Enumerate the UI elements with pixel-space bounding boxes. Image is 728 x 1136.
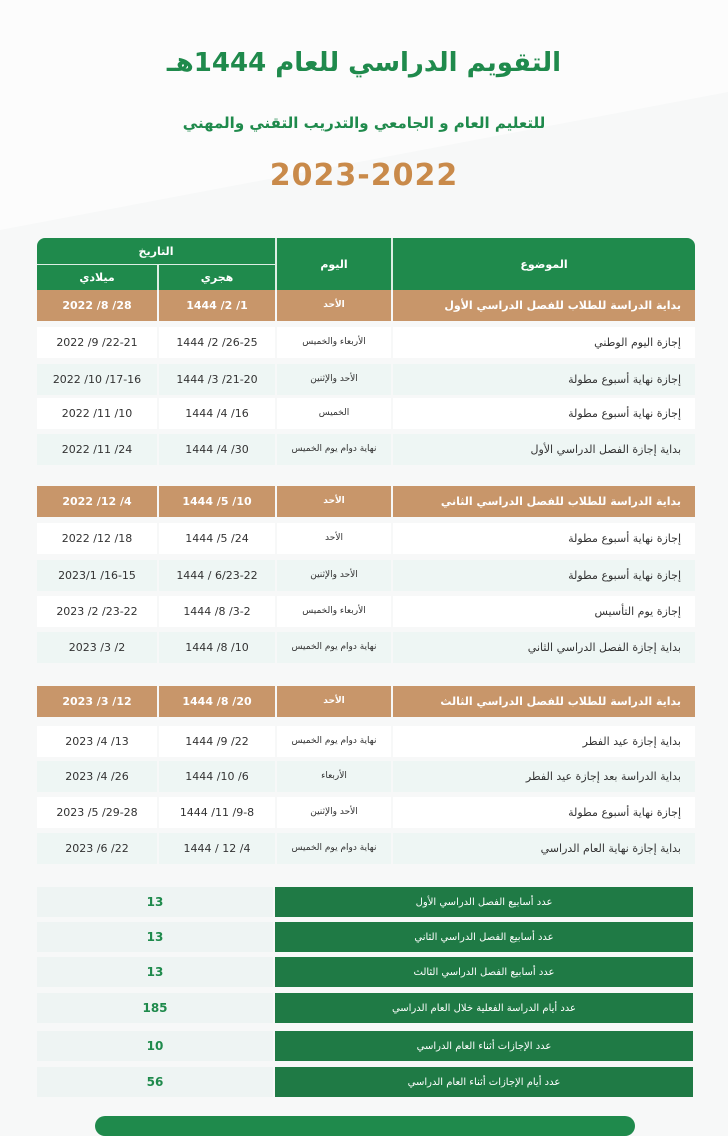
table-row [37, 560, 695, 591]
row-day: الأحد [277, 486, 391, 517]
row-gregorian-date: 2023 /4 /13 [37, 726, 157, 757]
page-title: التقويم الدراسي للعام 1444هـ [166, 48, 562, 78]
row-hijri-date: 1444 /4 /16 [159, 398, 275, 429]
row-subject: بداية الدراسة للطلاب للفصل الدراسي الثاني [393, 486, 695, 517]
summary-row [37, 922, 693, 952]
row-day: الأحد والإثنين [277, 797, 391, 828]
row-day: نهاية دوام يوم الخميس [277, 434, 391, 465]
row-day: الأربعاء والخميس [277, 596, 391, 627]
row-hijri-date: 1444 /4 /30 [159, 434, 275, 465]
table-row [37, 364, 695, 395]
header-hijri: هجري [200, 271, 234, 284]
table-row [37, 596, 695, 627]
row-hijri-date: 1444 /8 /20 [159, 686, 275, 717]
row-day: نهاية دوام يوم الخميس [277, 632, 391, 663]
summary-row [37, 887, 693, 917]
row-hijri-date: 1444 / 12 /4 [159, 833, 275, 864]
row-hijri-date: 1444 /8 /3-2 [159, 596, 275, 627]
schedule-table-header [37, 238, 695, 290]
table-row [37, 523, 695, 554]
row-gregorian-date: 2022 /12 /18 [37, 523, 157, 554]
summary-value: 56 [37, 1067, 273, 1097]
row-gregorian-date: 2023 /6 /22 [37, 833, 157, 864]
row-day: الأحد والإثنين [277, 560, 391, 591]
row-subject: بداية إجازة نهاية العام الدراسي [393, 833, 695, 864]
row-hijri-date: 1444 /11 /9-8 [159, 797, 275, 828]
row-day: الأحد [277, 523, 391, 554]
semester-start-row [37, 486, 695, 517]
row-hijri-date: 1444 /3 /21-20 [159, 364, 275, 395]
header-gregorian: ميلادي [79, 271, 115, 284]
table-row [37, 434, 695, 465]
summary-label: عدد أسابيع الفصل الدراسي الأول [275, 887, 693, 917]
row-day: الأحد [277, 290, 391, 321]
row-gregorian-date: 2022 /8 /28 [37, 290, 157, 321]
table-row [37, 726, 695, 757]
row-hijri-date: 1444 /9 /22 [159, 726, 275, 757]
summary-label: عدد أيام الإجازات أثناء العام الدراسي [275, 1067, 693, 1097]
summary-label: عدد أسابيع الفصل الدراسي الثالث [275, 957, 693, 987]
row-subject: إجازة يوم التأسيس [393, 596, 695, 627]
semester-start-row [37, 686, 695, 717]
summary-label: عدد أسابيع الفصل الدراسي الثاني [275, 922, 693, 952]
row-gregorian-date: 2023 /3 /2 [37, 632, 157, 663]
row-subject: بداية إجازة عيد الفطر [393, 726, 695, 757]
summary-row [37, 957, 693, 987]
row-day: نهاية دوام يوم الخميس [277, 833, 391, 864]
table-row [37, 833, 695, 864]
summary-row [37, 993, 693, 1023]
table-row [37, 327, 695, 358]
row-hijri-date: 1444 /2 /26-25 [159, 327, 275, 358]
row-hijri-date: 1444 /10 /6 [159, 761, 275, 792]
row-gregorian-date: 2023 /3 /12 [37, 686, 157, 717]
row-hijri-date: 1444 /5 /24 [159, 523, 275, 554]
header-subject: الموضوع [520, 257, 568, 271]
row-subject: إجازة نهاية أسبوع مطولة [393, 523, 695, 554]
row-gregorian-date: 2022 /12 /4 [37, 486, 157, 517]
footer-bar [95, 1116, 635, 1136]
semester-start-row [37, 290, 695, 321]
summary-value: 13 [37, 957, 273, 987]
row-gregorian-date: 2023/1 /16-15 [37, 560, 157, 591]
header-divider [37, 264, 275, 265]
row-gregorian-date: 2022 /9 /22-21 [37, 327, 157, 358]
row-subject: إجازة نهاية أسبوع مطولة [393, 364, 695, 395]
row-day: الخميس [277, 398, 391, 429]
row-gregorian-date: 2022 /11 /10 [37, 398, 157, 429]
header-day: اليوم [320, 257, 348, 271]
table-row [37, 761, 695, 792]
row-day: الأربعاء والخميس [277, 327, 391, 358]
header-divider [391, 238, 393, 290]
summary-row [37, 1067, 693, 1097]
row-subject: إجازة نهاية أسبوع مطولة [393, 398, 695, 429]
header-divider [275, 238, 277, 290]
row-day: الأحد [277, 686, 391, 717]
row-gregorian-date: 2022 /11 /24 [37, 434, 157, 465]
table-row [37, 797, 695, 828]
row-gregorian-date: 2023 /2 /23-22 [37, 596, 157, 627]
summary-label: عدد الإجازات أثناء العام الدراسي [275, 1031, 693, 1061]
header-date: التاريخ [138, 244, 174, 258]
summary-label: عدد أيام الدراسة الفعلية خلال العام الدراسي [275, 993, 693, 1023]
row-day: الأربعاء [277, 761, 391, 792]
table-row [37, 632, 695, 663]
page-subtitle: للتعليم العام و الجامعي والتدريب التقني والمهني [182, 114, 546, 132]
row-gregorian-date: 2023 /4 /26 [37, 761, 157, 792]
row-hijri-date: 1444 /8 /10 [159, 632, 275, 663]
academic-years: 2023-2022 [269, 158, 459, 193]
summary-value: 185 [37, 993, 273, 1023]
row-subject: إجازة اليوم الوطني [393, 327, 695, 358]
summary-value: 13 [37, 922, 273, 952]
row-subject: بداية الدراسة للطلاب للفصل الدراسي الثالث [393, 686, 695, 717]
row-subject: إجازة نهاية أسبوع مطولة [393, 560, 695, 591]
summary-row [37, 1031, 693, 1061]
row-gregorian-date: 2023 /5 /29-28 [37, 797, 157, 828]
row-hijri-date: 1444 /5 /10 [159, 486, 275, 517]
table-row [37, 398, 695, 429]
row-hijri-date: 1444 / 6/23-22 [159, 560, 275, 591]
row-subject: بداية الدراسة للطلاب للفصل الدراسي الأول [393, 290, 695, 321]
row-subject: بداية إجازة الفصل الدراسي الأول [393, 434, 695, 465]
header-divider [157, 265, 159, 290]
row-day: الأحد والإثنين [277, 364, 391, 395]
summary-value: 10 [37, 1031, 273, 1061]
row-gregorian-date: 2022 /10 /17-16 [37, 364, 157, 395]
row-hijri-date: 1444 /2 /1 [159, 290, 275, 321]
summary-value: 13 [37, 887, 273, 917]
row-day: نهاية دوام يوم الخميس [277, 726, 391, 757]
row-subject: بداية الدراسة بعد إجازة عيد الفطر [393, 761, 695, 792]
row-subject: إجازة نهاية أسبوع مطولة [393, 797, 695, 828]
row-subject: بداية إجازة الفصل الدراسي الثاني [393, 632, 695, 663]
